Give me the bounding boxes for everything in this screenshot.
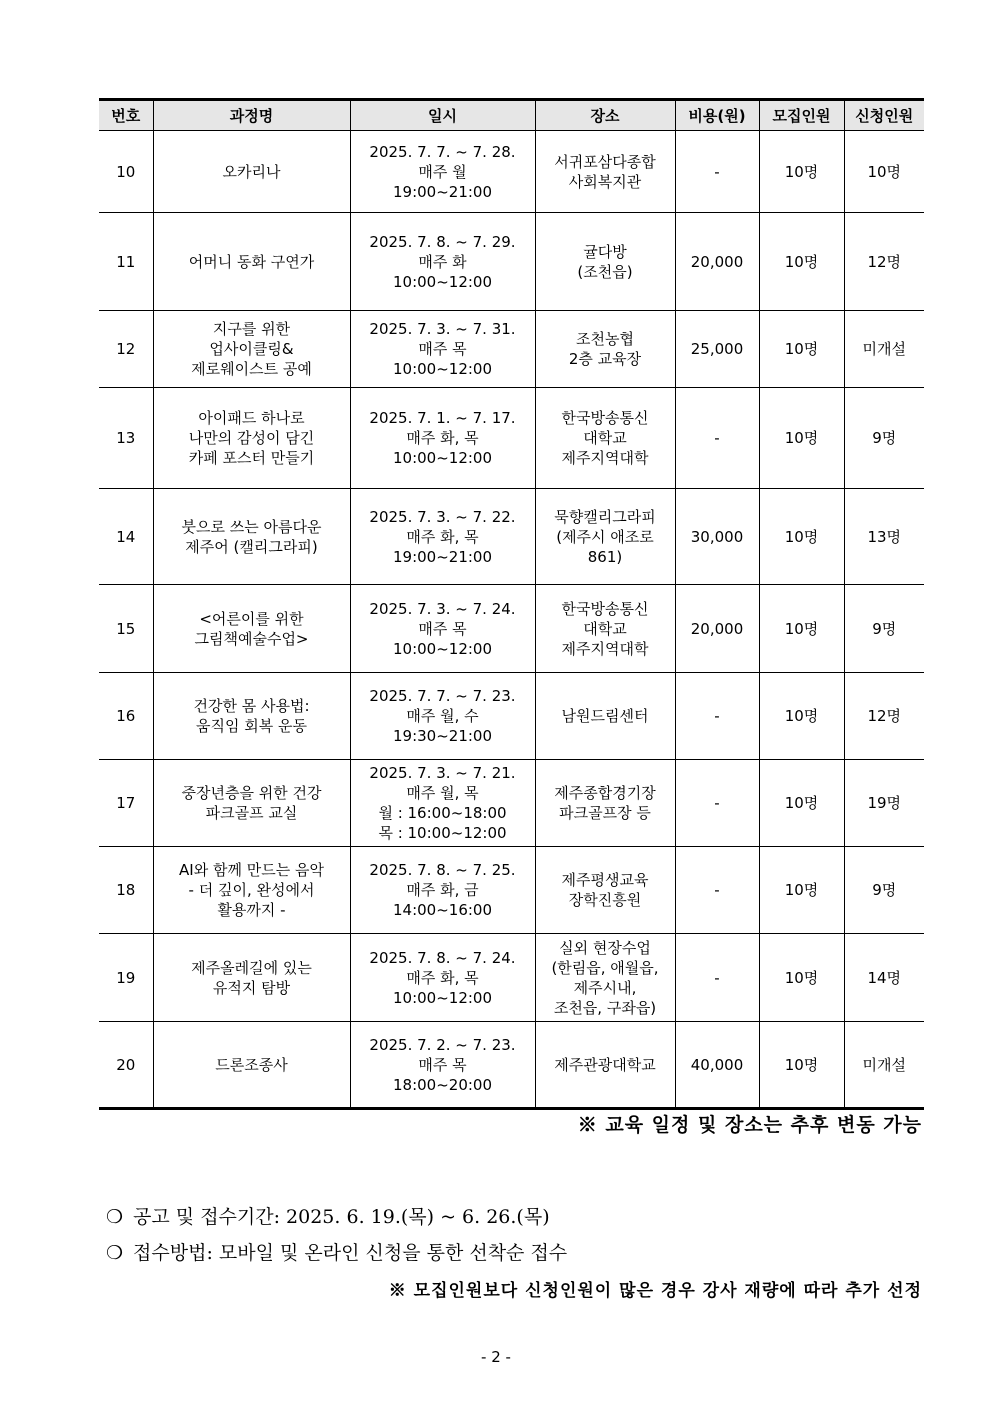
cell-cost: - [675, 934, 759, 1022]
additional-selection-note: ※ 모집인원보다 신청인원이 많은 경우 강사 재량에 따라 추가 선정 [388, 1281, 922, 1301]
header-capacity: 모집인원 [759, 100, 844, 131]
cell-course: 지구를 위한 업사이클링& 제로웨이스트 공예 [153, 311, 350, 388]
page-number: - 2 - [481, 1348, 511, 1366]
table-row [99, 585, 924, 673]
cell-schedule: 2025. 7. 3. ~ 7. 24. 매주 목 10:00~12:00 [350, 585, 535, 673]
cell-course: <어른이를 위한 그림책예술수업> [153, 585, 350, 673]
cell-capacity: 10명 [759, 673, 844, 760]
table-row [99, 1022, 924, 1109]
cell-capacity: 10명 [759, 213, 844, 311]
table-row [99, 673, 924, 760]
cell-no: 19 [99, 934, 153, 1022]
cell-applicants: 10명 [844, 131, 924, 213]
cell-no: 16 [99, 673, 153, 760]
table-row [99, 311, 924, 388]
cell-course: 제주올레길에 있는 유적지 탐방 [153, 934, 350, 1022]
cell-applicants: 12명 [844, 673, 924, 760]
cell-course: AI와 함께 만드는 음악 - 더 깊이, 완성에서 활용까지 - [153, 847, 350, 934]
cell-cost: 30,000 [675, 489, 759, 585]
cell-cost: - [675, 673, 759, 760]
cell-course: 건강한 몸 사용법: 움직임 회복 운동 [153, 673, 350, 760]
cell-capacity: 10명 [759, 585, 844, 673]
circle-bullet-icon: ❍ [106, 1206, 124, 1228]
cell-place: 한국방송통신 대학교 제주지역대학 [535, 388, 675, 489]
cell-schedule: 2025. 7. 3. ~ 7. 22. 매주 화, 목 19:00~21:00 [350, 489, 535, 585]
cell-course: 드론조종사 [153, 1022, 350, 1109]
bullet-text: 접수방법: 모바일 및 온라인 신청을 통한 선착순 접수 [133, 1242, 568, 1264]
cell-capacity: 10명 [759, 847, 844, 934]
cell-schedule: 2025. 7. 7. ~ 7. 28. 매주 월 19:00~21:00 [350, 131, 535, 213]
cell-no: 13 [99, 388, 153, 489]
course-table [99, 98, 924, 1110]
cell-no: 12 [99, 311, 153, 388]
cell-place: 한국방송통신 대학교 제주지역대학 [535, 585, 675, 673]
cell-cost: - [675, 847, 759, 934]
cell-schedule: 2025. 7. 3. ~ 7. 21. 매주 월, 목 월 : 16:00~18:00 목 : 10:00~12:00 [350, 760, 535, 847]
cell-capacity: 10명 [759, 760, 844, 847]
header-course: 과정명 [153, 100, 350, 131]
cell-schedule: 2025. 7. 7. ~ 7. 23. 매주 월, 수 19:30~21:00 [350, 673, 535, 760]
cell-applicants: 9명 [844, 585, 924, 673]
table-row [99, 213, 924, 311]
cell-cost: 40,000 [675, 1022, 759, 1109]
table-row [99, 760, 924, 847]
cell-place: 귤다방 (조천읍) [535, 213, 675, 311]
schedule-change-note: ※ 교육 일정 및 장소는 추후 변동 가능 [577, 1114, 922, 1136]
bullet-application-period [106, 1202, 550, 1229]
cell-schedule: 2025. 7. 8. ~ 7. 24. 매주 화, 목 10:00~12:00 [350, 934, 535, 1022]
cell-capacity: 10명 [759, 311, 844, 388]
cell-no: 11 [99, 213, 153, 311]
cell-course: 붓으로 쓰는 아름다운 제주어 (캘리그라피) [153, 489, 350, 585]
cell-no: 17 [99, 760, 153, 847]
cell-applicants: 12명 [844, 213, 924, 311]
cell-schedule: 2025. 7. 8. ~ 7. 29. 매주 화 10:00~12:00 [350, 213, 535, 311]
cell-place: 묵향캘리그라피 (제주시 애조로 861) [535, 489, 675, 585]
cell-no: 15 [99, 585, 153, 673]
cell-place: 남원드림센터 [535, 673, 675, 760]
cell-schedule: 2025. 7. 3. ~ 7. 31. 매주 목 10:00~12:00 [350, 311, 535, 388]
cell-course: 오카리나 [153, 131, 350, 213]
cell-place: 제주평생교육 장학진흥원 [535, 847, 675, 934]
cell-applicants: 9명 [844, 388, 924, 489]
cell-course: 아이패드 하나로 나만의 감성이 담긴 카페 포스터 만들기 [153, 388, 350, 489]
cell-applicants: 미개설 [844, 1022, 924, 1109]
cell-course: 중장년층을 위한 건강 파크골프 교실 [153, 760, 350, 847]
table-row [99, 934, 924, 1022]
cell-applicants: 13명 [844, 489, 924, 585]
header-cost: 비용(원) [675, 100, 759, 131]
table-row [99, 847, 924, 934]
cell-place: 서귀포삼다종합 사회복지관 [535, 131, 675, 213]
table-row [99, 388, 924, 489]
cell-place: 제주종합경기장 파크골프장 등 [535, 760, 675, 847]
cell-cost: 20,000 [675, 585, 759, 673]
cell-schedule: 2025. 7. 8. ~ 7. 25. 매주 화, 금 14:00~16:00 [350, 847, 535, 934]
header-no: 번호 [99, 100, 153, 131]
cell-no: 18 [99, 847, 153, 934]
table-row [99, 131, 924, 213]
cell-no: 14 [99, 489, 153, 585]
cell-capacity: 10명 [759, 131, 844, 213]
cell-applicants: 14명 [844, 934, 924, 1022]
cell-place: 조천농협 2층 교육장 [535, 311, 675, 388]
cell-capacity: 10명 [759, 388, 844, 489]
cell-applicants: 19명 [844, 760, 924, 847]
cell-schedule: 2025. 7. 1. ~ 7. 17. 매주 화, 목 10:00~12:00 [350, 388, 535, 489]
header-applicants: 신청인원 [844, 100, 924, 131]
cell-schedule: 2025. 7. 2. ~ 7. 23. 매주 목 18:00~20:00 [350, 1022, 535, 1109]
header-place: 장소 [535, 100, 675, 131]
cell-capacity: 10명 [759, 1022, 844, 1109]
cell-place: 제주관광대학교 [535, 1022, 675, 1109]
cell-place: 실외 현장수업 (한림읍, 애월읍, 제주시내, 조천읍, 구좌읍) [535, 934, 675, 1022]
cell-cost: - [675, 760, 759, 847]
bullet-text: 공고 및 접수기간: 2025. 6. 19.(목) ~ 6. 26.(목) [133, 1206, 550, 1228]
cell-capacity: 10명 [759, 934, 844, 1022]
cell-no: 20 [99, 1022, 153, 1109]
table-header-row [99, 100, 924, 131]
circle-bullet-icon: ❍ [106, 1242, 124, 1264]
cell-cost: - [675, 131, 759, 213]
cell-cost: 25,000 [675, 311, 759, 388]
cell-cost: 20,000 [675, 213, 759, 311]
cell-cost: - [675, 388, 759, 489]
cell-capacity: 10명 [759, 489, 844, 585]
cell-applicants: 9명 [844, 847, 924, 934]
cell-course: 어머니 동화 구연가 [153, 213, 350, 311]
cell-applicants: 미개설 [844, 311, 924, 388]
bullet-application-method [106, 1238, 567, 1265]
course-table-wrapper [99, 98, 924, 1110]
header-schedule: 일시 [350, 100, 535, 131]
table-row [99, 489, 924, 585]
cell-no: 10 [99, 131, 153, 213]
